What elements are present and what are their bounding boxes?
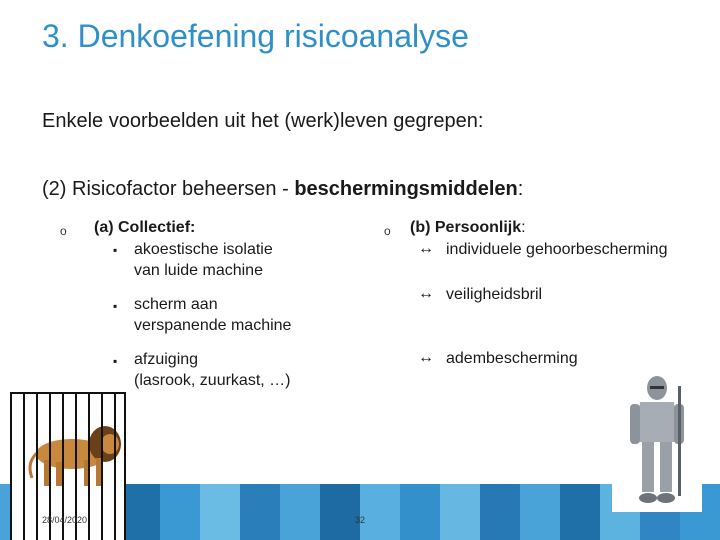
circle-bullet-icon: o <box>384 224 391 238</box>
personal-item-3: adembescherming <box>446 350 578 367</box>
footer-date: 28/04/2020 <box>42 515 88 525</box>
personal-item-2: veiligheidsbril <box>446 286 543 303</box>
personal-label <box>410 219 526 237</box>
footer-tile <box>520 484 560 540</box>
square-bullet-icon: ▪ <box>113 354 118 368</box>
square-bullet-icon: ▪ <box>113 243 118 257</box>
personal-item-1: individuele gehoorbescherming <box>446 241 668 258</box>
personal-label-bold: (b) Persoonlijk <box>410 219 522 236</box>
footer-tile <box>320 484 360 540</box>
heading-bold: beschermingsmiddelen <box>294 178 518 200</box>
section-heading <box>42 178 523 201</box>
item-line: akoestische isolatie <box>134 241 273 258</box>
knight-armor-image <box>612 372 702 512</box>
footer-tile <box>560 484 600 540</box>
collective-item-3 <box>134 349 290 391</box>
footer-tile <box>240 484 280 540</box>
footer-tile <box>360 484 400 540</box>
item-line: afzuiging <box>134 351 199 368</box>
square-bullet-icon: ▪ <box>113 299 118 313</box>
slide-title: 3. Denkoefening risicoanalyse <box>42 18 469 54</box>
footer-tile <box>400 484 440 540</box>
arrow-icon: ↔ <box>418 285 434 302</box>
footer-tile <box>480 484 520 540</box>
item-line: scherm aan <box>134 296 218 313</box>
collective-item-2 <box>134 294 291 336</box>
footer-tile <box>200 484 240 540</box>
item-line: van luide machine <box>134 262 263 279</box>
page-number: 32 <box>355 515 366 525</box>
heading-end: : <box>517 178 524 200</box>
personal-label-rest: : <box>521 219 526 236</box>
intro-text: Enkele voorbeelden uit het (werk)leven gegrepen: <box>42 110 484 132</box>
arrow-icon: ↔ <box>418 349 434 366</box>
collective-label: (a) Collectief: <box>94 219 196 236</box>
heading-plain: (2) Risicofactor beheersen - <box>42 178 295 200</box>
arrow-icon: ↔ <box>418 240 434 257</box>
footer-tile <box>160 484 200 540</box>
footer-tile <box>440 484 480 540</box>
footer-tile <box>280 484 320 540</box>
item-line: (lasrook, zuurkast, …) <box>134 372 291 389</box>
circle-bullet-icon: o <box>60 224 67 238</box>
item-line: verspanende machine <box>134 317 292 334</box>
footer-tile <box>120 484 160 540</box>
collective-item-1 <box>134 239 273 281</box>
